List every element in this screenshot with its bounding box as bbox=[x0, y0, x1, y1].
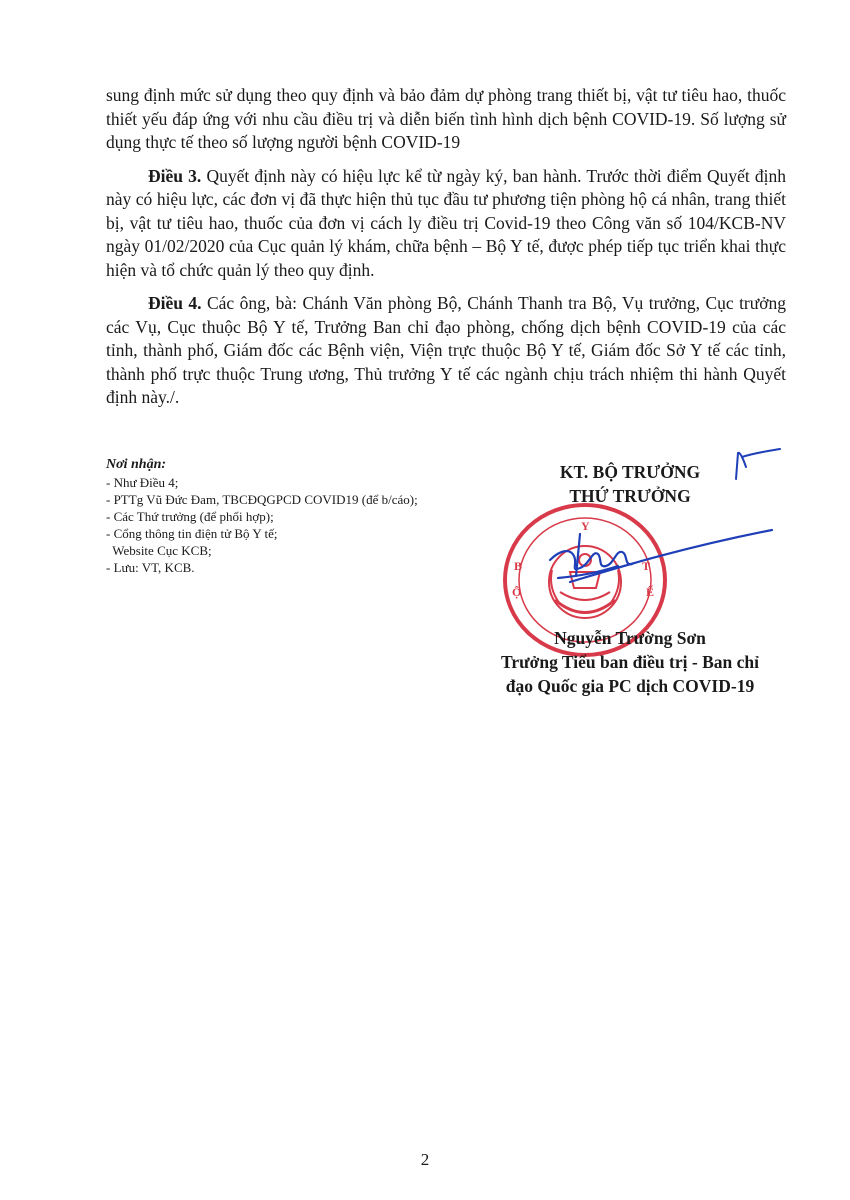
signer-name: Nguyễn Trường Sơn bbox=[554, 628, 706, 648]
paragraph-continuation: sung định mức sử dụng theo quy định và bảo đảm dự phòng trang thiết bị, vật tư tiêu hao, thuốc thiết yếu đáp ứng với nhu cầu điều trị và diễn biến tình hình dịch bệnh COVID-19. Số lượng sử dụng thực tế theo số lượng người bệnh COVID-19 bbox=[106, 85, 786, 152]
signer-role-line2: đạo Quốc gia PC dịch COVID-19 bbox=[505, 676, 755, 696]
recipient-item: - Như Điều 4; bbox=[106, 475, 179, 490]
recipient-item: - Lưu: VT, KCB. bbox=[106, 560, 195, 575]
signer-title-line1: KT. BỘ TRƯỞNG bbox=[559, 462, 701, 482]
svg-text:Ộ: Ộ bbox=[512, 585, 522, 599]
article-3 bbox=[106, 165, 786, 283]
recipient-item: - Cổng thông tin điện tử Bộ Y tế; bbox=[106, 526, 278, 541]
article-3-text: Quyết định này có hiệu lực kể từ ngày ký, ban hành. Trước thời điểm Quyết định này có hiệu lực, các đơn vị đã thực hiện thủ tục đầu tư phương tiện phòng hộ cá nhân, trang thiết bị, vật tư tiêu hao, thuốc của đơn vị cách ly điều trị Covid-19 theo Công văn số 104/KCB-NV ngày 01/02/2020 của Cục quản lý khám, chữa bệnh – Bộ Y tế, được phép tiếp tục triển khai thực hiện và tổ chức quản lý theo quy định. bbox=[106, 165, 787, 280]
svg-text:Ế: Ế bbox=[646, 585, 655, 599]
svg-text:T: T bbox=[642, 559, 651, 573]
recipients-block bbox=[106, 456, 446, 576]
signer-role-line1: Trưởng Tiểu ban điều trị - Ban chỉ bbox=[501, 652, 759, 672]
article-3-label: Điều 3. bbox=[148, 165, 202, 186]
article-4-text: Các ông, bà: Chánh Văn phòng Bộ, Chánh Thanh tra Bộ, Vụ trưởng, Cục trưởng các Vụ, Cục thuộc Bộ Y tế, Trưởng Ban chỉ đạo phòng, chống dịch bệnh COVID-19 của các tỉnh, thành phố, Giám đốc các Bệnh viện, Viện trực thuộc Bộ Y tế, Giám đốc Sở Y tế các tỉnh, thành phố trực thuộc Trung ương, Thủ trưởng Y tế các ngành chịu trách nhiệm thi hành Quyết định này./. bbox=[106, 293, 786, 407]
recipients-heading: Nơi nhận: bbox=[106, 457, 167, 472]
svg-text:Y: Y bbox=[581, 519, 590, 533]
article-4 bbox=[106, 292, 786, 410]
article-4-label: Điều 4. bbox=[148, 293, 202, 313]
recipient-item: - PTTg Vũ Đức Đam, TBCĐQGPCD COVID19 (để b/cáo); bbox=[106, 492, 418, 507]
signer-title-line2: THỨ TRƯỞNG bbox=[569, 486, 691, 506]
svg-text:B: B bbox=[514, 559, 523, 573]
recipient-item: - Các Thứ trưởng (để phối hợp); bbox=[106, 509, 274, 524]
recipient-item: Website Cục KCB; bbox=[106, 543, 212, 558]
page-number: 2 bbox=[420, 1150, 430, 1169]
document-body bbox=[106, 84, 786, 420]
handwritten-signature-image bbox=[540, 520, 780, 600]
